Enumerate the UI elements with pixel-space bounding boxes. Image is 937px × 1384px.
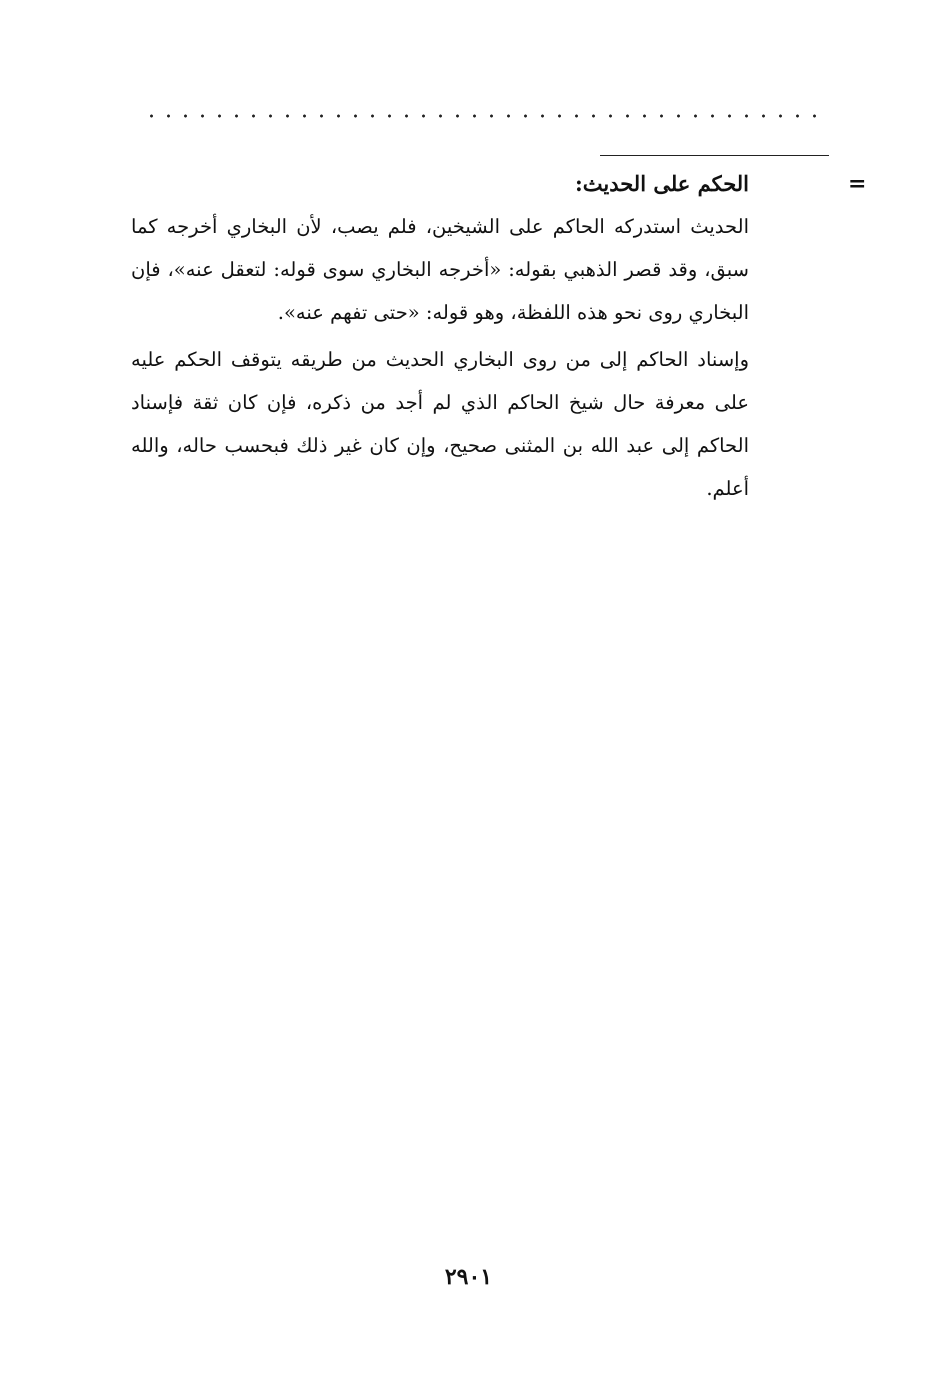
body-paragraph-2: وإسناد الحاكم إلى من روى البخاري الحديث من طريقه يتوقف الحكم عليه على معرفة حال شيخ الحاكم الذي لم أجد من ذكره، فإن كان ثقة فإسناد الحاكم إلى عبد الله بن المثنى صحيح، وإن كان غير ذلك فبحسب حاله، والله أعلم. [131,348,749,500]
heading-underline [600,155,829,156]
continuation-mark: = [848,171,867,197]
body-paragraph-1: الحديث استدركه الحاكم على الشيخين، فلم يصب، لأن البخاري أخرجه كما سبق، وقد قصر الذهبي بقوله: «أخرجه البخاري سوى قوله: لتعقل عنه»، فإن البخاري روى نحو هذه اللفظة، وهو قوله: «حتى تفهم عنه». [131,215,749,324]
dotted-separator [143,113,823,119]
page-number: ٢٩٠١ [444,1264,493,1290]
section-title: الحكم على الحديث: [575,171,749,196]
